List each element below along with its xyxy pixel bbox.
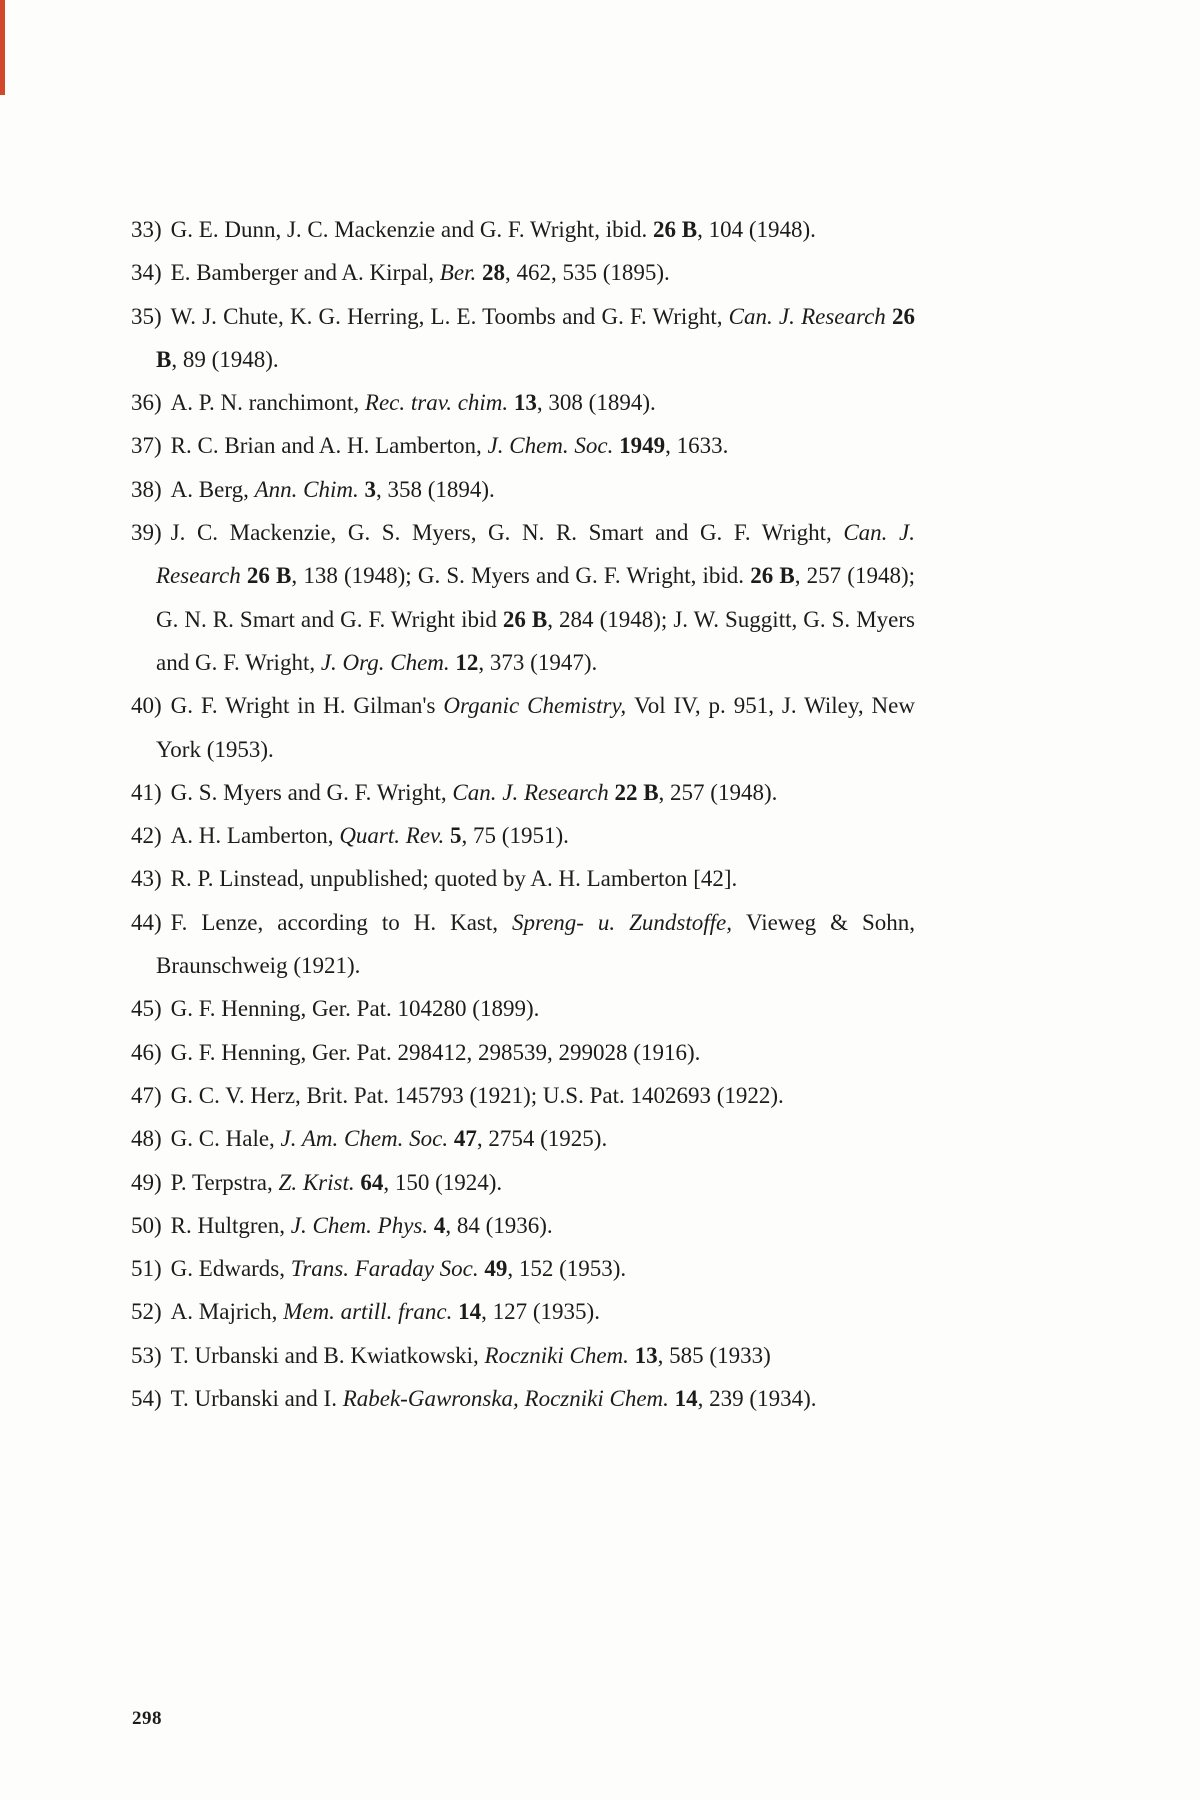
journal-name: Can. J. Research (452, 779, 615, 805)
reference-number: 41) (131, 779, 162, 805)
reference-number: 45) (131, 996, 162, 1022)
journal-name: Ber. (439, 260, 482, 286)
page-number: 298 (132, 1708, 162, 1729)
journal-name: Mem. artill. franc. (283, 1299, 459, 1325)
reference-text: , 284 (1948); J. W. Suggitt, G. S. Myers and G. F. Wright, (156, 606, 915, 675)
reference-item (131, 684, 915, 771)
journal-name: J. Chem. Soc. (487, 433, 620, 459)
reference-text: , 373 (1947). (478, 649, 598, 675)
journal-name: Rabek-Gawronska, Roczniki Chem. (342, 1386, 675, 1412)
reference-text: , 257 (1948). (658, 779, 778, 805)
reference-text: , 104 (1948). (697, 217, 816, 242)
journal-name: Organic Chemistry, (443, 693, 635, 719)
reference-item (131, 901, 915, 988)
volume-number: 28 (481, 260, 505, 286)
reference-text: J. C. Mackenzie, G. S. Myers, G. N. R. Smart and G. F. Wright, (170, 520, 844, 546)
journal-name: Spreng- u. Zundstoffe, (511, 909, 746, 935)
reference-item (131, 1031, 915, 1074)
reference-text: G. F. Wright in H. Gilman's (170, 693, 444, 719)
journal-name: J. Am. Chem. Soc. (280, 1126, 454, 1152)
reference-number: 42) (131, 823, 162, 849)
reference-text: , 585 (1933) (657, 1342, 771, 1368)
volume-number: 5 (450, 823, 462, 849)
reference-text: A. P. N. ranchimont, (170, 390, 365, 416)
reference-text: , 462, 535 (1895). (504, 260, 670, 286)
reference-item (131, 1204, 915, 1247)
reference-item (131, 424, 915, 467)
reference-text: Vieweg & Sohn, Braunschweig (1921). (156, 909, 916, 979)
scan-edge-artifact (0, 0, 5, 95)
volume-number: 12 (455, 649, 479, 675)
reference-number: 38) (131, 476, 162, 502)
reference-number: 37) (131, 433, 162, 459)
reference-text: G. C. V. Herz, Brit. Pat. 145793 (1921); U.S. Pat. 1402693 (1922). (170, 1082, 784, 1108)
reference-number: 36) (131, 390, 162, 416)
reference-number: 47) (131, 1082, 162, 1108)
journal-name: Rec. trav. chim. (364, 390, 514, 416)
reference-number: 53) (131, 1342, 162, 1368)
reference-number: 34) (131, 260, 162, 286)
reference-text: , 308 (1894). (536, 390, 656, 416)
reference-item (131, 1334, 915, 1377)
reference-item (131, 1290, 915, 1333)
volume-number: 26 B (750, 563, 795, 589)
reference-text: , 2754 (1925). (476, 1126, 608, 1152)
reference-item (131, 987, 915, 1030)
volume-number: 26 B (502, 606, 548, 632)
reference-item (131, 295, 915, 382)
reference-number: 40) (131, 693, 162, 719)
journal-name: Trans. Faraday Soc. (290, 1256, 485, 1282)
reference-item (131, 1247, 915, 1290)
reference-text: , 1633. (665, 433, 729, 459)
volume-number: 1949 (619, 433, 666, 459)
reference-text: , 84 (1936). (445, 1212, 553, 1238)
reference-text: A. H. Lamberton, (170, 823, 340, 849)
volume-number: 49 (484, 1256, 508, 1282)
volume-number: 4 (433, 1212, 446, 1238)
journal-name: J. Chem. Phys. (290, 1212, 434, 1238)
reference-text: , 150 (1924). (383, 1169, 503, 1195)
journal-name: J. Org. Chem. (320, 649, 456, 675)
volume-number: 13 (634, 1342, 658, 1368)
volume-number: 14 (674, 1386, 698, 1412)
reference-text: , 239 (1934). (697, 1386, 817, 1412)
reference-number: 49) (131, 1169, 162, 1195)
reference-text: , 75 (1951). (461, 823, 569, 849)
reference-text: P. Terpstra, (170, 1169, 279, 1195)
reference-item (131, 208, 915, 251)
reference-item (131, 251, 915, 294)
reference-item (131, 468, 915, 511)
reference-item (131, 1117, 915, 1160)
reference-text: , 138 (1948); G. S. Myers and G. F. Wright, ibid. (291, 563, 751, 589)
reference-number: 43) (131, 866, 162, 892)
reference-text: G. F. Henning, Ger. Pat. 298412, 298539, 299028 (1916). (170, 1039, 701, 1065)
reference-text: , 127 (1935). (481, 1299, 600, 1325)
reference-text: A. Berg, (170, 476, 255, 502)
reference-text: G. Edwards, (170, 1256, 291, 1282)
reference-number: 44) (131, 909, 162, 935)
reference-text: , 257 (1948); G. N. R. Smart and G. F. Wright ibid (156, 563, 916, 632)
reference-list (131, 208, 915, 1420)
reference-text: W. J. Chute, K. G. Herring, L. E. Toombs and G. F. Wright, (170, 303, 729, 329)
reference-text: , 358 (1894). (375, 476, 495, 502)
reference-text: R. P. Linstead, unpublished; quoted by A. H. Lamberton [42]. (170, 866, 738, 892)
reference-text: G. S. Myers and G. F. Wright, (170, 779, 453, 805)
reference-text: T. Urbanski and I. (170, 1386, 343, 1412)
reference-text: G. F. Henning, Ger. Pat. 104280 (1899). (170, 996, 540, 1022)
reference-item (131, 814, 915, 857)
reference-text: G. E. Dunn, J. C. Mackenzie and G. F. Wright, ibid. (170, 217, 653, 242)
reference-number: 46) (131, 1039, 162, 1065)
reference-number: 50) (131, 1212, 162, 1238)
reference-text: G. C. Hale, (170, 1126, 281, 1152)
volume-number: 64 (360, 1169, 384, 1195)
reference-text: T. Urbanski and B. Kwiatkowski, (170, 1342, 485, 1368)
reference-number: 52) (131, 1299, 162, 1325)
volume-number: 26 B (156, 303, 915, 372)
volume-number: 3 (364, 476, 376, 502)
volume-number: 26 B (652, 217, 698, 242)
reference-text: Vol IV, p. 951, J. Wiley, New York (1953). (156, 693, 915, 762)
journal-name: Ann. Chim. (254, 476, 365, 502)
reference-text: F. Lenze, according to H. Kast, (170, 909, 512, 935)
reference-item (131, 511, 915, 684)
reference-text: , 89 (1948). (171, 346, 279, 372)
reference-text: , 152 (1953). (507, 1256, 627, 1282)
reference-item (131, 381, 915, 424)
journal-name: Can. J. Research (728, 303, 892, 329)
journal-name: Z. Krist. (278, 1169, 361, 1195)
reference-number: 35) (131, 303, 162, 329)
reference-item (131, 1377, 915, 1420)
reference-number: 48) (131, 1126, 162, 1152)
reference-item (131, 857, 915, 900)
reference-number: 39) (131, 520, 162, 546)
reference-number: 33) (131, 217, 162, 242)
journal-name: Quart. Rev. (339, 823, 451, 849)
reference-item (131, 771, 915, 814)
reference-text: E. Bamberger and A. Kirpal, (170, 260, 440, 286)
reference-item (131, 1161, 915, 1204)
volume-number: 22 B (614, 779, 659, 805)
volume-number: 26 B (246, 563, 292, 589)
volume-number: 14 (458, 1299, 482, 1325)
reference-text: R. C. Brian and A. H. Lamberton, (170, 433, 488, 459)
reference-text: A. Majrich, (170, 1299, 284, 1325)
volume-number: 47 (453, 1126, 477, 1152)
reference-item (131, 1074, 915, 1117)
reference-number: 54) (131, 1386, 162, 1412)
journal-name: Roczniki Chem. (484, 1342, 635, 1368)
reference-number: 51) (131, 1256, 162, 1282)
journal-name: Can. J. Research (156, 520, 915, 589)
volume-number: 13 (513, 390, 537, 416)
reference-text: R. Hultgren, (170, 1212, 291, 1238)
